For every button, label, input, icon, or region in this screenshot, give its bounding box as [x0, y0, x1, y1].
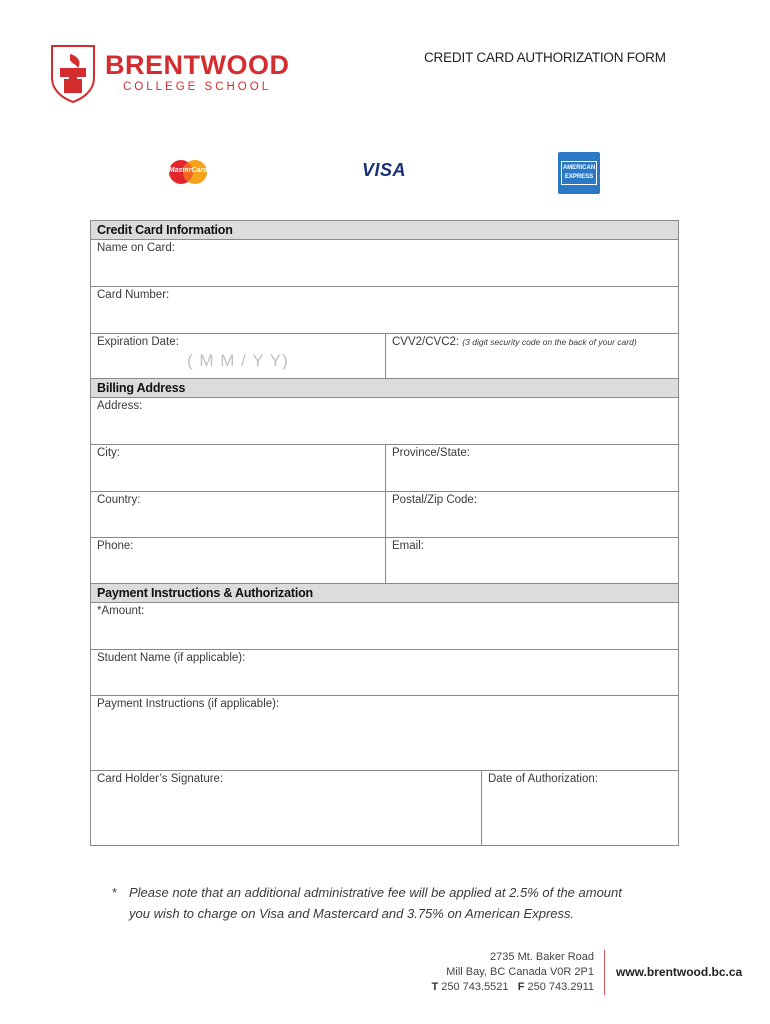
row-expiration-cvv [91, 334, 678, 379]
signature-field[interactable] [91, 771, 481, 845]
authorization-date-field[interactable] [481, 771, 678, 845]
phone-prefix: T [431, 981, 439, 993]
email-label: Email: [392, 540, 424, 552]
fax-number: 250 743.2911 [527, 981, 594, 993]
student-name-field[interactable] [91, 650, 678, 696]
authorization-date-label: Date of Authorization: [488, 773, 598, 785]
authorization-form [90, 220, 679, 846]
amount-field[interactable] [91, 603, 678, 650]
amex-icon [558, 152, 600, 194]
torch-shield-icon [48, 44, 98, 104]
logo-title: BRENTWOOD [105, 50, 290, 80]
section-billing-heading: Billing Address [91, 379, 678, 398]
phone-number: 250 743.5521 [441, 981, 509, 993]
amount-label: *Amount: [97, 605, 145, 617]
province-field[interactable] [385, 445, 678, 492]
phone-label: Phone: [97, 540, 134, 552]
cvv-note: (3 digit security code on the back of your card) [462, 337, 637, 347]
amex-text-2: EXPRESS [564, 174, 594, 180]
footnote-line-2: you wish to charge on Visa and Mastercard and 3.75% on American Express. [129, 906, 575, 921]
row-country-postal [91, 492, 678, 538]
card-number-label: Card Number: [97, 289, 170, 301]
card-number-field[interactable] [91, 287, 678, 334]
expiration-placeholder: ( M M / Y Y) [187, 351, 289, 370]
brentwood-logo [48, 44, 288, 104]
country-label: Country: [97, 494, 141, 506]
mastercard-icon [166, 158, 210, 186]
website-link[interactable]: www.brentwood.bc.ca [616, 965, 743, 979]
footnote-line-1: Please note that an additional administrative fee will be applied at 2.5% of the amount [129, 885, 622, 900]
student-name-label: Student Name (if applicable): [97, 652, 246, 664]
signature-label: Card Holder’s Signature: [97, 773, 224, 785]
page-title: CREDIT CARD AUTHORIZATION FORM [424, 50, 666, 65]
school-address [400, 950, 594, 995]
fax-prefix: F [517, 981, 525, 993]
postal-code-label: Postal/Zip Code: [392, 494, 478, 506]
row-payment-instructions [91, 696, 678, 771]
country-field[interactable] [91, 492, 385, 538]
row-signature-date [91, 771, 678, 845]
visa-icon: VISA [362, 160, 407, 180]
section-payment-heading: Payment Instructions & Authorization [91, 584, 678, 603]
email-field[interactable] [385, 538, 678, 584]
address-line-2: Mill Bay, BC Canada V0R 2P1 [446, 966, 594, 978]
section-credit-card-heading: Credit Card Information [91, 221, 678, 240]
expiration-date-label: Expiration Date: [97, 336, 179, 348]
contact-line [400, 980, 594, 995]
logo-subtitle: COLLEGE SCHOOL [123, 81, 272, 93]
row-name-on-card [91, 240, 678, 287]
card-logos [0, 150, 770, 200]
cvv-field[interactable] [385, 334, 678, 379]
name-on-card-field[interactable] [91, 240, 678, 287]
phone-field[interactable] [91, 538, 385, 584]
row-student-name [91, 650, 678, 696]
row-city-province [91, 445, 678, 492]
name-on-card-label: Name on Card: [97, 242, 175, 254]
address-label: Address: [97, 400, 143, 412]
row-address [91, 398, 678, 445]
amex-text-1: AMERICAN [562, 165, 596, 171]
payment-instructions-label: Payment Instructions (if applicable): [97, 698, 280, 710]
address-line-1: 2735 Mt. Baker Road [490, 951, 594, 963]
row-phone-email [91, 538, 678, 584]
city-field[interactable] [91, 445, 385, 492]
footnote-asterisk: * [112, 885, 118, 900]
expiration-date-field[interactable] [91, 334, 385, 379]
row-amount [91, 603, 678, 650]
cvv-label: CVV2/CVC2: [392, 336, 460, 348]
footnote-text [129, 882, 669, 924]
mastercard-text: MasterCard [168, 167, 208, 174]
footer-divider [604, 950, 605, 995]
row-card-number [91, 287, 678, 334]
address-field[interactable] [91, 398, 678, 445]
payment-instructions-field[interactable] [91, 696, 678, 771]
city-label: City: [97, 447, 120, 459]
postal-code-field[interactable] [385, 492, 678, 538]
province-label: Province/State: [392, 447, 470, 459]
